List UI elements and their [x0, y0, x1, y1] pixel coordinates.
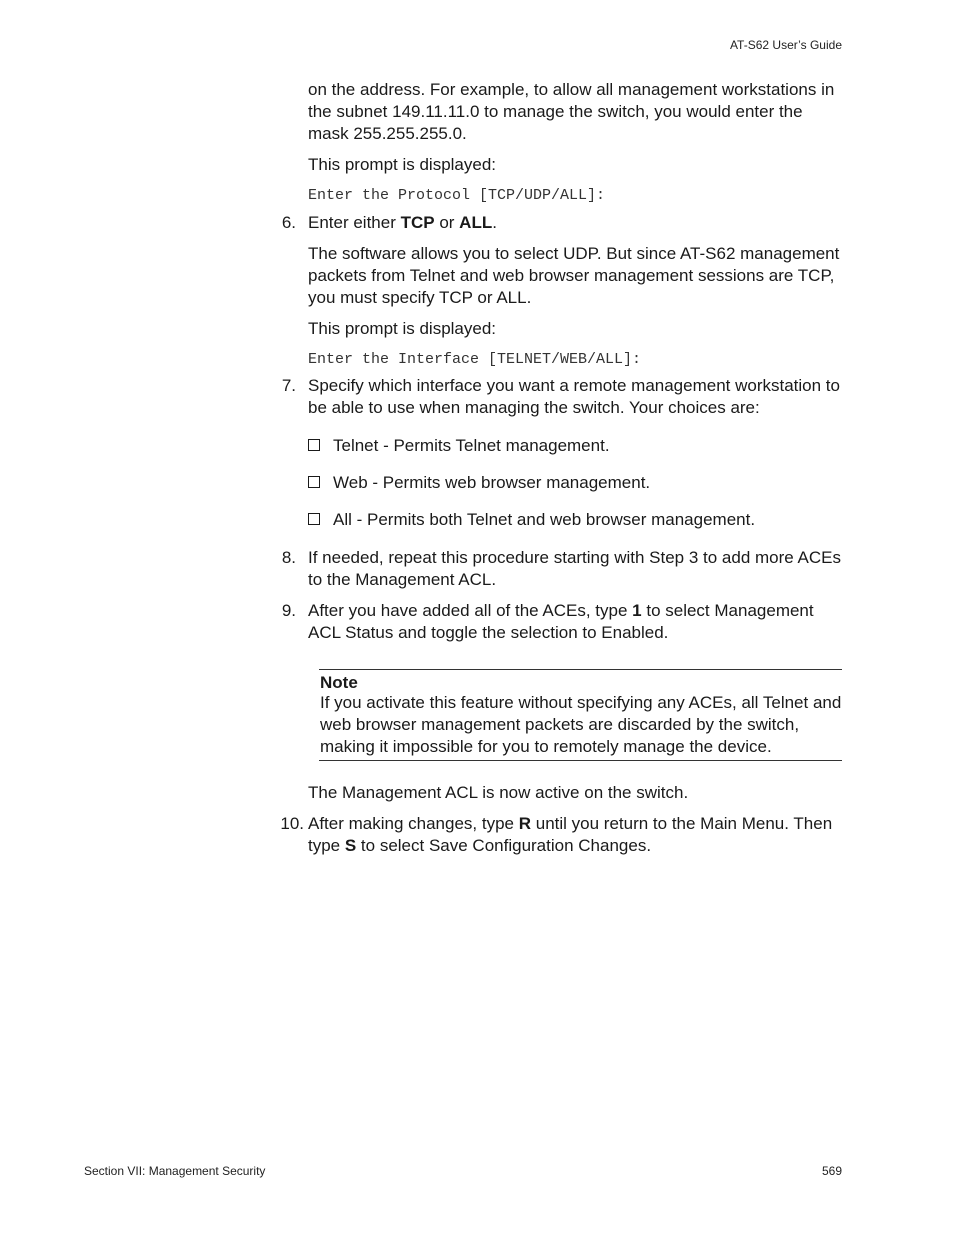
step-number: 7.	[281, 376, 296, 395]
footer-section: Section VII: Management Security	[84, 1164, 266, 1178]
prompt-label: This prompt is displayed:	[308, 319, 497, 338]
running-header: AT-S62 User’s Guide	[729, 38, 842, 52]
intro-paragraph: on the address. For example, to allow all management workstations in the subnet 149.11.11.0 to manage the switch, you would enter the mask 255.255.255.0.	[308, 80, 835, 143]
step-number: 9.	[281, 601, 296, 620]
checkbox-bullet-icon	[308, 513, 320, 525]
step-number: 8.	[281, 548, 296, 567]
step-7-text: Specify which interface you want a remote management workstation to be able to use when managing the switch. Your choices are:	[308, 376, 840, 417]
step-10-text: After making changes, type R until you return to the Main Menu. Then type S to select Save Configuration Changes.	[308, 814, 833, 855]
choice-item: All - Permits both Telnet and web browser management.	[308, 509, 755, 531]
choice-item: Web - Permits web browser management.	[308, 472, 650, 494]
checkbox-bullet-icon	[308, 439, 320, 451]
protocol-prompt-code: Enter the Protocol [TCP/UDP/ALL]:	[308, 187, 606, 204]
prompt-label: This prompt is displayed:	[308, 155, 497, 174]
page-number: 569	[821, 1164, 842, 1178]
note-title: Note	[320, 673, 358, 692]
step-8-text: If needed, repeat this procedure starting with Step 3 to add more ACEs to the Management ACL.	[308, 548, 841, 589]
choice-item: Telnet - Permits Telnet management.	[308, 435, 610, 457]
note-box	[319, 669, 842, 761]
step-number: 6.	[281, 213, 296, 232]
note-body: If you activate this feature without specifying any ACEs, all Telnet and web browser management packets are discarded by the switch, making it impossible for you to remotely manage the device.	[320, 693, 842, 756]
step-6-paragraph: The software allows you to select UDP. But since AT-S62 management packets from Telnet and web browser management sessions are TCP, you must specify TCP or ALL.	[308, 244, 840, 307]
step-6-text: Enter either TCP or ALL.	[308, 213, 497, 232]
step-9-text: After you have added all of the ACEs, type 1 to select Management ACL Status and toggle the selection to Enabled.	[308, 601, 814, 642]
active-paragraph: The Management ACL is now active on the switch.	[308, 783, 689, 802]
step-number: 10.	[280, 814, 304, 833]
interface-prompt-code: Enter the Interface [TELNET/WEB/ALL]:	[308, 351, 642, 368]
checkbox-bullet-icon	[308, 476, 320, 488]
